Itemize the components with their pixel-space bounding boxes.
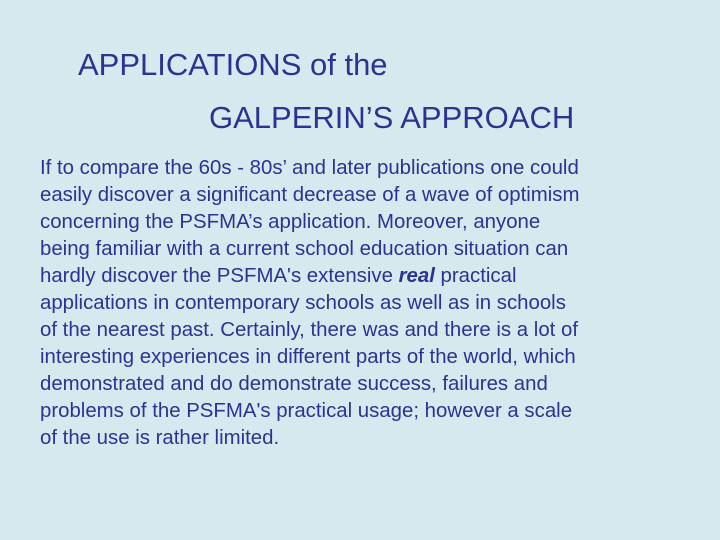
body-line-10: problems of the PSFMA's practical usage; however a scale: [40, 400, 573, 422]
body-line-9: demonstrated and do demonstrate success, failures and: [40, 373, 548, 395]
body-line-2: easily discover a significant decrease of a wave of optimism: [40, 184, 580, 206]
body-line-5: [40, 263, 690, 290]
title-line-1: APPLICATIONS of the: [78, 47, 388, 82]
body-line-5-start: hardly discover the PSFMA's extensive: [40, 265, 399, 287]
title-line-2: GALPERIN’S APPROACH: [209, 100, 575, 135]
slide-title: [78, 44, 698, 138]
body-line-8: interesting experiences in different parts of the world, which: [40, 346, 576, 368]
body-line-6: applications in contemporary schools as well as in schools: [40, 292, 566, 314]
body-line-3: concerning the PSFMA’s application. Moreover, anyone: [40, 211, 541, 233]
body-line-11: of the use is rather limited.: [40, 427, 280, 449]
body-line-1: If to compare the 60s - 80s’ and later publications one could: [40, 157, 579, 179]
body-line-7: of the nearest past. Certainly, there was and there is a lot of: [40, 319, 579, 341]
emphasized-word-real: real: [398, 265, 435, 287]
body-paragraph: [40, 155, 690, 452]
body-line-4: being familiar with a current school education situation can: [40, 238, 569, 260]
body-line-5-end: practical: [434, 265, 517, 287]
